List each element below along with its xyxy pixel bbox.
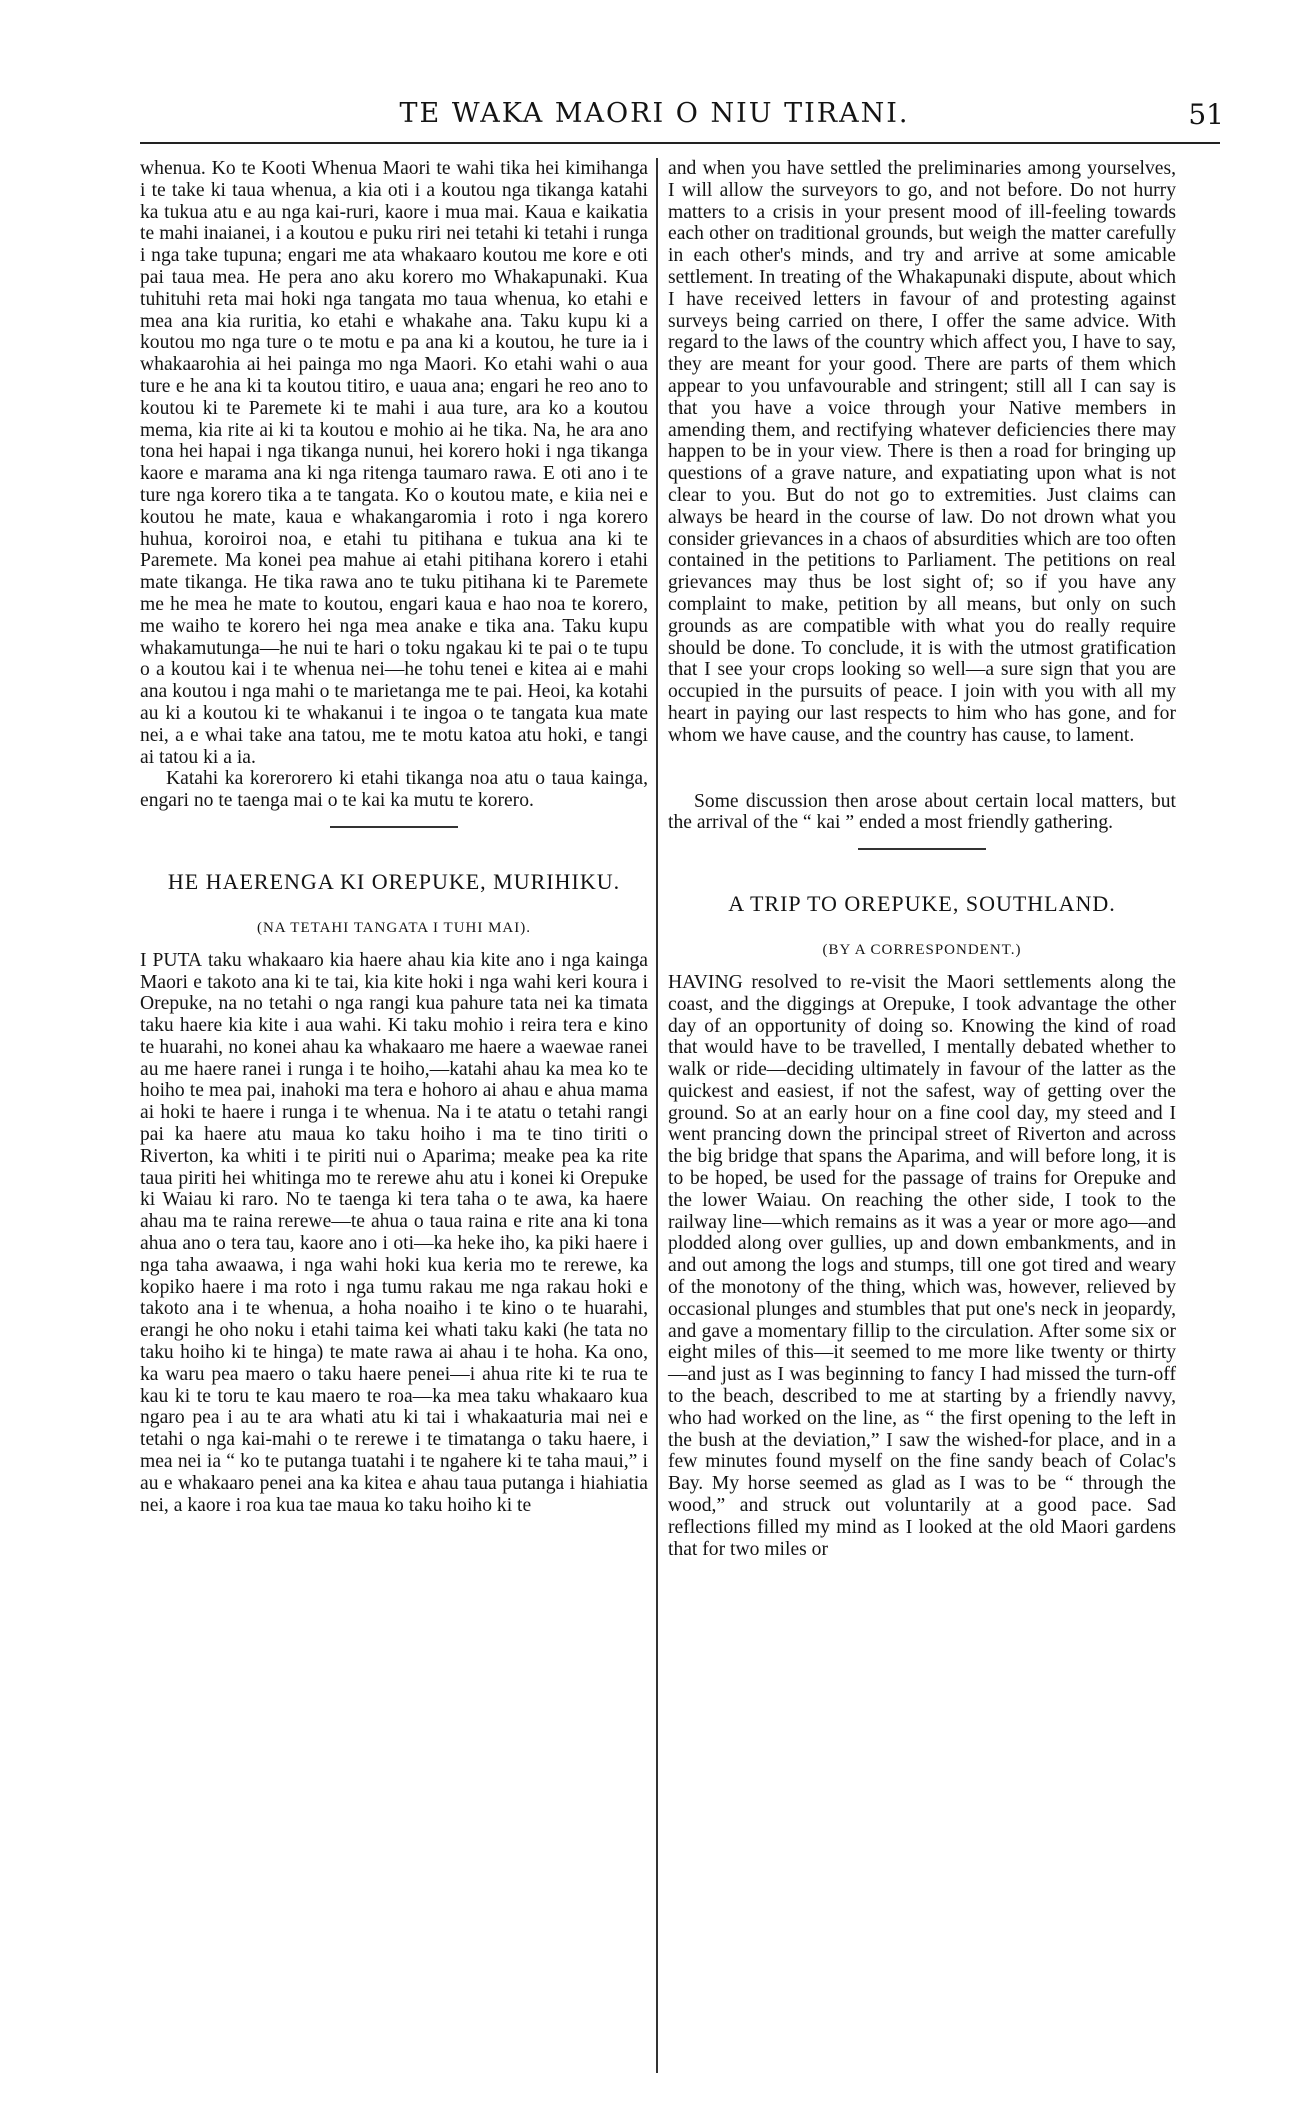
header-rule: [140, 142, 1220, 144]
page-header: [0, 98, 1309, 134]
maori-article-text: taku whakaaro kia haere ahau kia kite ano i nga kainga Maori e takoto ana ki te tai, kia kite hoki i nga wahi keri koura i Orepuke, na no tetahi o nga rangi kua pahure tata nei ka timata taku haere kia kite i aua wahi. Ki taku mohio i reira tera e kino te huarahi, no konei ahau ka whakaaro me haere a waewae ranei au me haere ranei i runga i te hoiho,—katahi ahau ka mea ko te hoiho te mea pai, inahoki ma tera e hohoro ai ahau e ahua mama ai hoki te haere i runga i te whenua. Na i te atatu o tetahi rangi pai ka haere atu maua ko taku hoiho i ma te tino tiriti o Riverton, ka whiti i te piriti nui o Aparima; meake pea ka rite taua piriti hei whitinga mo te rerewe ahu atu i konei ki Orepuke ki Waiau ki raro. No te taenga ki tera taha o te awa, ka haere ahau ma te raina rerewe—te ahua o taua raina e rite ana ki tona ahua ano o tera tau, kaore ano i oti—ka heke iho, ka piki haere i nga taha awaawa, i nga wahi hoki kua keria mo te rerewe, ka kopiko haere i ma roto i nga tumu rakau me nga rakau hoki e takoto ana i te whenua, a hoha noaiho i te kino o te huarahi, erangi he oho noku i etahi taima kei whati taku kaki (he tata no taku hoiho ki te hinga) te mate rawa ai ahau i te hoha. Ka ono, ka waru pea maero o taku haere penei—i ahua rite ki te rua te kau ki te toru te kau maero te roa—ka mea taku whakaaro kua ngaro pea i au te ara whati atu ki tai i whakaaturia mai nei e tetahi o nga kai-mahi o te rerewe i te timatanga o taku haere, i mea nei ia “ ko te putanga tuatahi i te ngahere ki te taha maui,” i au e whakaaro penei ana ka kitea e ahau taua putanga i hiahiatia nei, a kaore i roa kua tae maua ko taku hoiho ki te: [140, 949, 648, 1516]
english-article-byline: (BY A CORRESPONDENT.): [822, 942, 1022, 959]
maori-letter-paragraph-1: whenua. Ko te Kooti Whenua Maori te wahi tika hei kimihanga i te take ki taua whenua, a kia oti i a koutou nga tikanga katahi ka tukua atu e au nga kai-ruri, kaore i mua mai. Kaua e kaikatia te mahi inaianei, i a koutou e puku riri nei tetahi ki tetahi i runga i nga take tupuna; engari me ata whakaaro koutou me kore e oti pai taua mea. He pera ano aku korero mo Whakapunaki. Kua tuhituhi reta mai hoki nga tangata mo taua whenua, ko etahi e mea ana kia ruritia, ko etahi e whakahe ana. Taku kupu ki a koutou mo nga ture o te motu e pa ana ki a koutou, he ture ia i whakaarohia ai hei painga mo nga Maori. Ko etahi wahi o aua ture e he ana ki ta koutou titiro, e uaua ana; engari he reo ano to koutou ki te Paremete ki te mahi i aua ture, ara ko a koutou mema, kia rite ai ki ta koutou e mohio ai he tika. Na, he ara ano tona hei hapai i nga tikanga nunui, hei korero hoki i nga tikanga kaore e marama ana ki nga ritenga taumaro rawa. E oti ano i te ture nga korero tika a te tangata. Ko o koutou mate, e kiia nei e koutou he mate, kaua e whakangaromia i roto i nga korero huhua, koroiroi noa, e etahi tu pitihana e tukua ana ki te Paremete. Ma konei pea mahue ai etahi pitihana korero i etahi mate tikanga. He tika rawa ano te tuku pitihana ki te Paremete me he mea he mate to koutou, engari kaua e hao noa te korero, me waiho te korero hei nga mea anake e tika ana. Taku kupu whakamutunga—he nui te hari o toku ngakau ki te pai o te tupu o a koutou kai i te whenua nei—he tohu tenei e kitea ai e mahi ana koutou i nga mahi o te marietanga me te pai. Heoi, ka kotahi au ki a koutou ki te whakanui i te ingoa o te tangata kua mate nei, a e whai take ana tatou, me te motu katoa atu hoki, e tangi ai tatou ki a ia.: [140, 158, 648, 768]
column-divider: [656, 158, 658, 2073]
english-article-text: resolved to re-visit the Maori settlements along the coast, and the diggings at Orepuke, I took advantage the other day of an opportunity of doing so. Knowing the kind of road that would have to be travelled, I mentally debated whether to walk or ride—deciding ultimately in favour of the latter as the quickest and easiest, if not the safest, way of getting over the ground. So at an early hour on a fine cool day, my steed and I went prancing down the principal street of Riverton and across the big bridge that spans the Aparima, and will before long, it is to be hoped, be used for the passage of trains for Orepuke and the lower Waiau. On reaching the other side, I took to the railway line—which remains as it was a year or more ago—and plodded along over gullies, up and down embankments, and in and out among the logs and stumps, till one got tired and weary of the monotony of the thing, which was, however, relieved by occasional plunges and stumbles that put one's neck in jeopardy, and gave a momentary fillip to the circulation. After some six or eight miles of this—it seemed to me more like twenty or thirty—and just as I was beginning to fancy I had missed the turn-off to the beach, described to me at starting by a friendly navvy, who had worked on the line, as “ the first opening to the left in the bush at the deviation,” I saw the wished-for place, and in a few minutes found myself on the fine sandy beach of Colac's Bay. My horse seemed as glad as I was to be “ through the wood,” and struck out voluntarily at a good pace. Sad reflections filled my mind as I looked at the old Maori gardens that for two miles or: [668, 971, 1176, 1560]
english-letter-paragraph: and when you have settled the preliminaries among yourselves, I will allow the surveyors to go, and not before. Do not hurry matters to a crisis in your present mood of ill-feeling towards each other on traditional grounds, but weigh the matter carefully in each other's minds, and try and arrive at some amicable settlement. In treating of the Whakapunaki dispute, about which I have received letters in favour of and protesting against surveys being carried on there, I offer the same advice. With regard to the laws of the country which affect you, I have to say, they are meant for your good. There are parts of them which appear to you unfavourable and stringent; still all I can say is that you have a voice through your Native members in amending them, and rectifying whatever deficiencies there may happen to be in your view. There is then a road for bringing up questions of a grave nature, and expatiating upon what is not clear to you. But do not go to extremities. Just claims can always be heard in the course of law. Do not drown what you consider grievances in a chaos of absurdities which are too often contained in the petitions to Parliament. The petitions on real grievances may thus be lost sight of; so if you have any complaint to make, petition by all means, but only on such grounds as are compatible with what you do really require should be done. To conclude, it is with the utmost gratification that I see your crops looking so well—a sure sign that you are occupied in the pursuits of peace. I join with you with all my heart in paying our last respects to him who has gone, and for whom we have cause, and the country has cause, to lament.: [668, 158, 1176, 746]
maori-article-body: [140, 950, 648, 1517]
section-rule: [858, 848, 986, 850]
page-number: 51: [1188, 98, 1224, 131]
english-article-dropcap: HAVING: [668, 971, 743, 993]
closing-paragraph: Some discussion then arose about certain local matters, but the arrival of the “ kai ” ended a most friendly gathering.: [668, 790, 1176, 834]
english-article-body: [668, 972, 1176, 1561]
section-rule: [330, 826, 458, 828]
page-title: TE WAKA MAORI O NIU TIRANI.: [399, 98, 910, 129]
maori-article-dropcap: I PUTA: [140, 949, 203, 971]
paragraph-spacer: [668, 747, 1176, 791]
maori-letter-paragraph-2: Katahi ka korerorero ki etahi tikanga noa atu o taua kainga, engari no te taenga mai o te kai ka mutu te korero.: [140, 768, 648, 812]
left-column: [140, 158, 648, 1516]
right-column: [668, 158, 1176, 1560]
english-article-title: A TRIP TO OREPUKE, SOUTHLAND.: [728, 891, 1116, 917]
maori-article-title: HE HAERENGA KI OREPUKE, MURIHIKU.: [167, 868, 621, 894]
maori-article-byline: (NA TETAHI TANGATA I TUHI MAI).: [256, 919, 532, 936]
